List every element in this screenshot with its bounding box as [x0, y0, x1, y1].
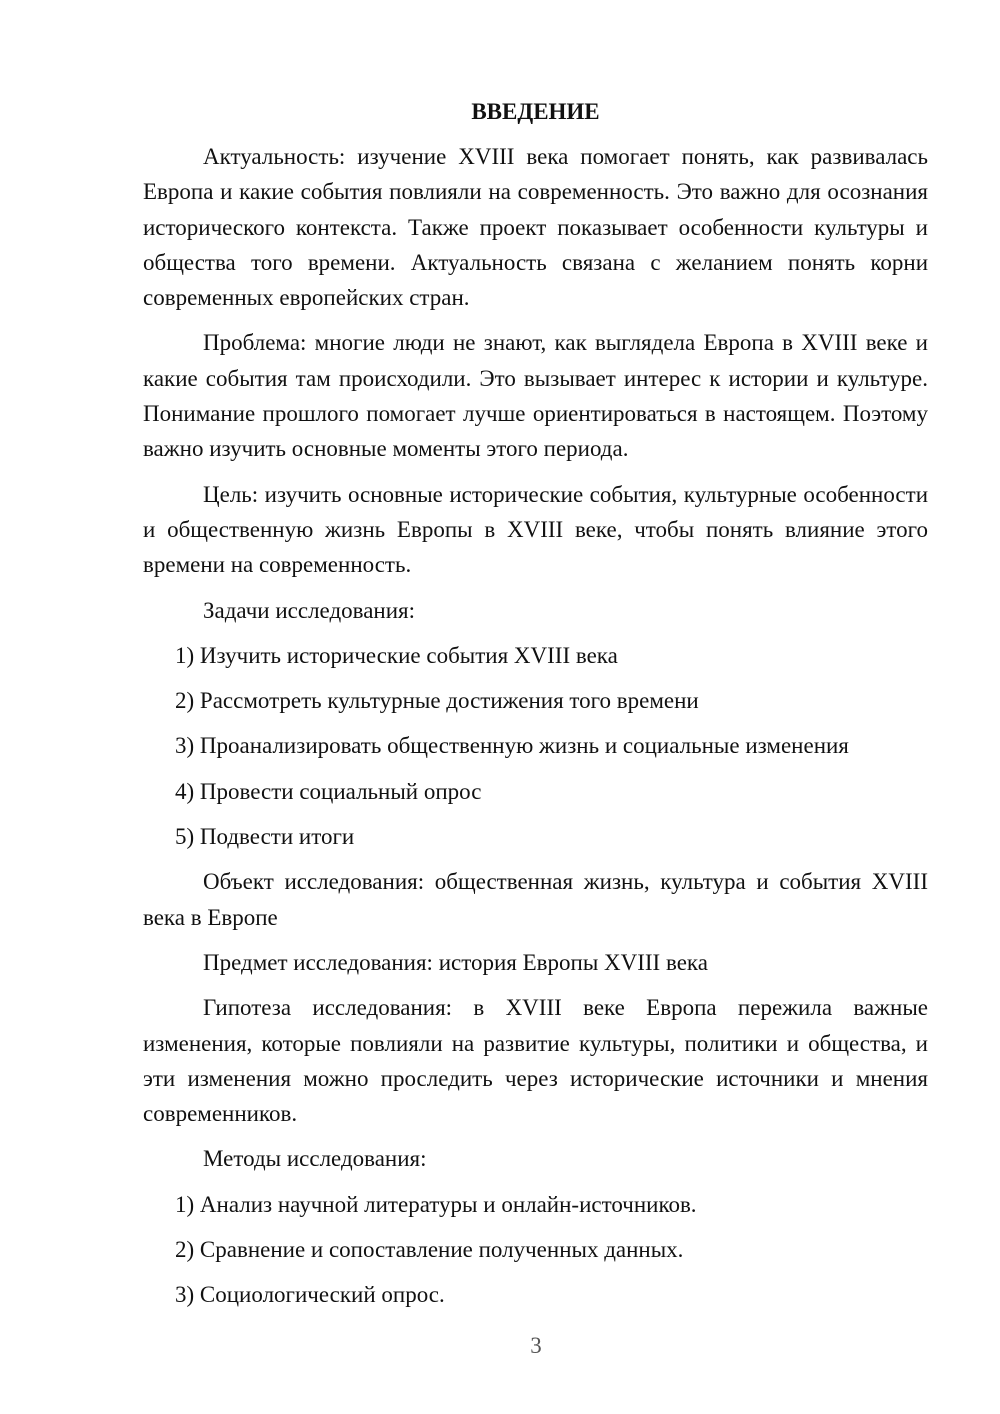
subject-paragraph: Предмет исследования: история Европы XVIII века [203, 949, 708, 975]
tasks-label: Задачи исследования: [203, 597, 416, 623]
object-paragraph: Объект исследования: общественная жизнь, культура и события XVIII века в Европе [143, 869, 928, 930]
page-number: 3 [530, 1333, 542, 1358]
tasks-list [143, 638, 928, 854]
task-item-1: 1) Изучить исторические события XVIII века [175, 642, 618, 668]
method-item-3: 3) Социологический опрос. [175, 1282, 445, 1308]
hypothesis-paragraph: Гипотеза исследования: в XVIII веке Европа пережила важные изменения, которые повлияли на развитие культуры, политики и общества, и эти изменения можно проследить через исторические источники и мнения современников. [143, 995, 928, 1127]
relevance-paragraph: Актуальность: изучение XVIII века помогает понять, как развивалась Европа и какие события повлияли на современность. Это важно для осознания исторического контекста. Также проект показывает особенности культуры и общества того времени. Актуальность связана с желанием понять корни современных европейских стран. [143, 144, 928, 311]
section-title: ВВЕДЕНИЕ [471, 99, 600, 124]
task-item-2: 2) Рассмотреть культурные достижения того времени [175, 688, 699, 714]
method-item-1: 1) Анализ научной литературы и онлайн-источников. [175, 1191, 697, 1217]
problem-paragraph: Проблема: многие люди не знают, как выглядела Европа в XVIII веке и какие события там происходили. Это вызывает интерес к истории и культуре. Понимание прошлого помогает лучше ориентироваться в настоящем. Поэтому важно изучить основные моменты этого периода. [143, 330, 928, 462]
document-body [143, 94, 928, 1323]
goal-paragraph: Цель: изучить основные исторические события, культурные особенности и общественную жизнь Европы в XVIII веке, чтобы понять влияние этого времени на современность. [143, 481, 928, 578]
method-item-2: 2) Сравнение и сопоставление полученных данных. [175, 1237, 684, 1263]
task-item-3: 3) Проанализировать общественную жизнь и социальные изменения [175, 733, 849, 759]
methods-label: Методы исследования: [203, 1146, 427, 1172]
task-item-4: 4) Провести социальный опрос [175, 778, 482, 804]
task-item-5: 5) Подвести итоги [175, 824, 355, 850]
methods-list [143, 1187, 928, 1313]
